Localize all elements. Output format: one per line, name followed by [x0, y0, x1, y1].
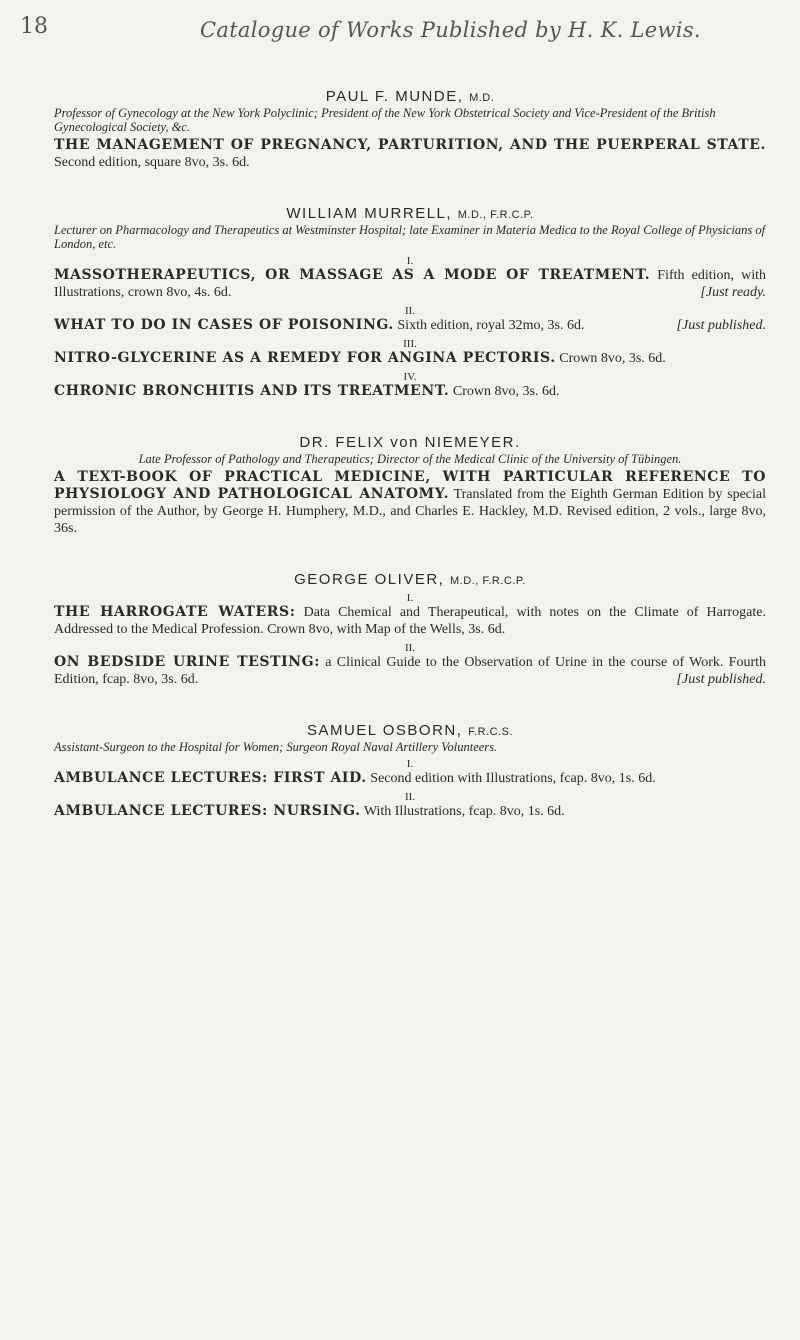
work-title: MASSOTHERAPEUTICS, OR MASSAGE AS A MODE OF TREATMENT. — [54, 267, 651, 283]
work-entry — [54, 350, 766, 367]
work-number: II. — [404, 642, 416, 654]
author-section — [54, 571, 766, 692]
work-details: a Clinical Guide to the Observation of Urine in the course of Work. Fourth Edition, fcap. 8vo, 3s. 6d. — [54, 655, 766, 687]
work-entry — [54, 383, 766, 400]
author-degrees: M.D., F.R.C.P. — [450, 575, 526, 587]
running-head: Catalogue of Works Published by H. K. Lewis. — [200, 18, 701, 42]
work-details: Translated from the Eighth German Edition by special permission of the Author, by George H. Humphery, M.D., and Charles E. Hackley, M.D. Revised edition, 2 vols., large 8vo, 36s. — [54, 487, 766, 536]
author-degrees: M.D., F.R.C.P. — [457, 209, 534, 221]
work-title: WHAT TO DO IN CASES OF POISONING. — [54, 317, 394, 333]
work-number: I. — [406, 758, 414, 770]
author-name: PAUL F. MUNDE, M.D. — [325, 88, 495, 105]
work-title: AMBULANCE LECTURES: FIRST AID. — [54, 770, 367, 786]
publication-note: [Just ready. — [700, 285, 766, 300]
work-details: Second edition with Illustrations, fcap. 8vo, 1s. 6d. — [370, 771, 656, 786]
author-section — [54, 88, 766, 175]
page-header — [0, 12, 800, 42]
publication-note: [Just published. — [676, 318, 766, 333]
work-entry — [54, 654, 766, 688]
work-details: Data Chemical and Therapeutical, with notes on the Climate of Harrogate. Addressed to the Medical Profession. Crown 8vo, with Map of the Wells, 3s. 6d. — [54, 605, 766, 637]
work-entry — [54, 604, 766, 638]
author-name: GEORGE OLIVER, M.D., F.R.C.P. — [294, 571, 526, 588]
author-affiliation: Late Professor of Pathology and Therapeutics; Director of the Medical Clinic of the University of Tübingen. — [138, 452, 682, 466]
work-details: Sixth edition, royal 32mo, 3s. 6d. — [397, 318, 585, 333]
work-entry — [54, 803, 766, 820]
author-section — [54, 205, 766, 404]
author-name: DR. FELIX von NIEMEYER. — [299, 434, 521, 451]
work-title: ON BEDSIDE URINE TESTING: — [54, 654, 320, 670]
work-title: THE MANAGEMENT OF PREGNANCY, PARTURITION, AND THE PUERPERAL STATE. — [54, 137, 766, 153]
work-details: Crown 8vo, 3s. 6d. — [452, 384, 560, 399]
work-title: CHRONIC BRONCHITIS AND ITS TREATMENT. — [54, 383, 450, 399]
author-section — [54, 434, 766, 541]
author-name: WILLIAM MURRELL, M.D., F.R.C.P. — [286, 205, 534, 222]
page-number: 18 — [20, 14, 48, 39]
work-title: A TEXT-BOOK OF PRACTICAL MEDICINE, WITH PARTICULAR REFERENCE TO PHYSIOLOGY AND PATHOLOGICAL ANATOMY. — [54, 469, 766, 502]
author-degrees: F.R.C.S. — [468, 726, 514, 738]
work-entry — [54, 267, 766, 301]
work-number: I. — [406, 255, 414, 267]
work-number: III. — [403, 338, 417, 350]
author-section — [54, 722, 766, 824]
work-details: Crown 8vo, 3s. 6d. — [559, 351, 666, 366]
work-title: NITRO-GLYCERINE AS A REMEDY FOR ANGINA PECTORIS. — [54, 350, 556, 366]
work-entry — [54, 317, 766, 334]
author-affiliation: Assistant-Surgeon to the Hospital for Women; Surgeon Royal Naval Artillery Volunteers. — [54, 740, 498, 754]
work-entry — [54, 137, 766, 171]
work-details: With Illustrations, fcap. 8vo, 1s. 6d. — [363, 804, 565, 819]
author-degrees: M.D. — [469, 92, 495, 104]
work-title: AMBULANCE LECTURES: NURSING. — [54, 803, 361, 819]
work-entry — [54, 469, 766, 537]
author-affiliation: Professor of Gynecology at the New York Polyclinic; President of the New York Obstetrical Society and Vice-President of the British Gynecological Society, &c. — [54, 106, 716, 134]
work-entry — [54, 770, 766, 787]
work-details: Second edition, square 8vo, 3s. 6d. — [54, 155, 250, 170]
catalogue-content — [54, 88, 766, 824]
publication-note: [Just published. — [676, 672, 766, 687]
work-number: II. — [404, 305, 416, 317]
work-details: Fifth edition, with Illustrations, crown 8vo, 4s. 6d. — [54, 268, 766, 300]
work-number: I. — [406, 592, 414, 604]
work-number: IV. — [403, 371, 417, 383]
work-number: II. — [404, 791, 416, 803]
author-affiliation: Lecturer on Pharmacology and Therapeutics at Westminster Hospital; late Examiner in Materia Medica to the Royal College of Physicians of London, etc. — [54, 223, 766, 251]
work-title: THE HARROGATE WATERS: — [54, 604, 296, 620]
author-name: SAMUEL OSBORN, F.R.C.S. — [306, 722, 514, 739]
